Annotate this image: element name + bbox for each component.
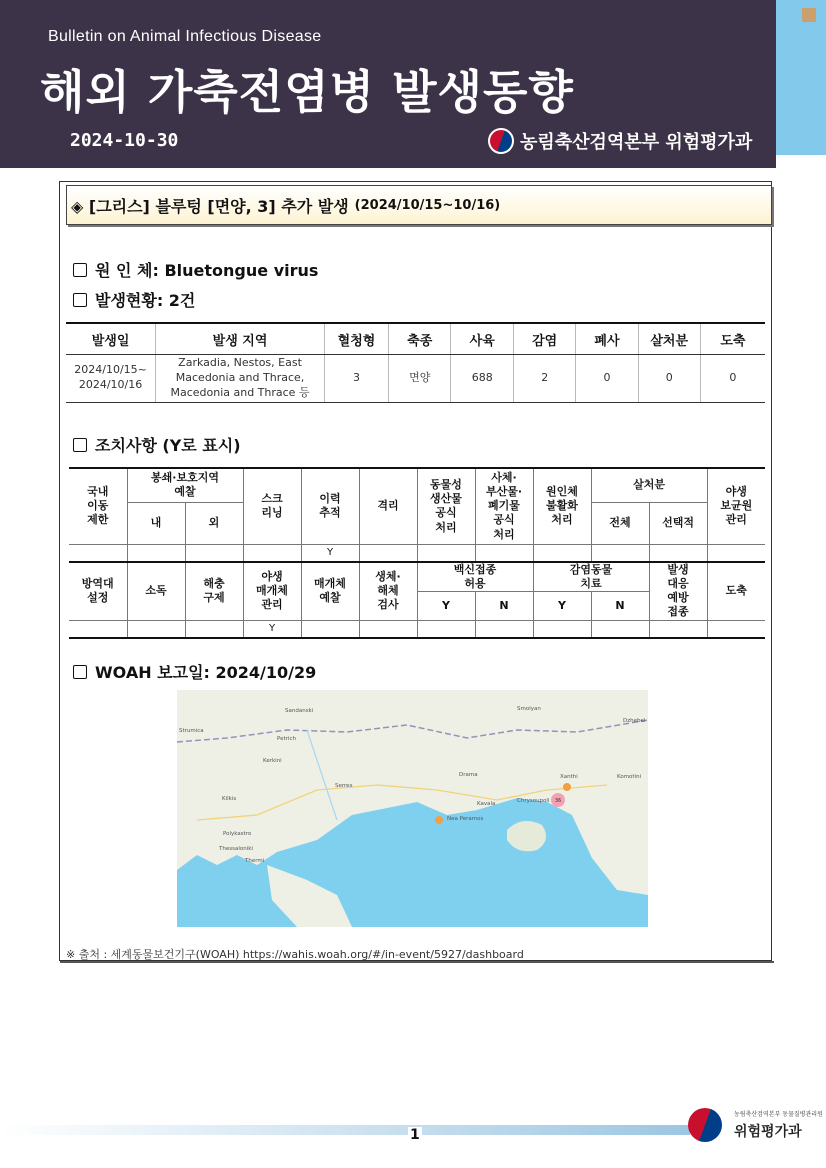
footer-org-big: 위험평가과 [734,1124,802,1140]
side-accent-strip [776,0,826,155]
checkbox-icon [73,665,87,679]
col-region: 발생 지역 [156,323,325,355]
h-inactivation: 원인체 불활화 처리 [533,468,591,544]
map-label: Thermi [245,858,265,864]
island-thasos [507,821,546,851]
header-banner [0,0,776,168]
col-date: 발생일 [66,323,156,355]
h-vector-test: 생체· 해체 검사 [359,562,417,621]
org-name: 농림축산검역본부 위험평가과 [520,132,753,153]
peninsula [267,865,352,927]
table-row [69,544,765,562]
h-wild-vector: 야생 매개체 관리 [243,562,301,621]
agent-line [73,258,318,281]
topic-heading [66,185,772,225]
status-text: 발생현황: 2건 [95,291,196,310]
h-cull-all: 전체 [591,502,649,544]
cell-culled: 0 [638,355,700,403]
map-label: Dzhebel [623,718,646,724]
topic-title: ◈ [그리스] 블루텅 [면양, 3] 추가 발생 [71,196,349,216]
taegeuk-logo-icon [688,1108,722,1142]
org-logo [488,128,752,154]
map-label: Kerkini [263,758,282,764]
table-row [69,620,765,638]
h-zone: 봉쇄·보호지역 예찰 [127,468,243,502]
h-vaccine-n: N [475,592,533,620]
cell-slaughtered: 0 [700,355,765,403]
col-species: 축종 [389,323,451,355]
map-label: Smolyan [517,706,541,712]
page-number: 1 [410,1127,420,1143]
h-disinfect: 소독 [127,562,185,621]
cell-raised: 688 [451,355,514,403]
woah-text: WOAH 보고일: 2024/10/29 [95,663,317,682]
v-wild-vector: Y [243,620,301,638]
h-zone-in: 내 [127,502,185,544]
cell-date: 2024/10/15~ 2024/10/16 [66,355,156,403]
outbreak-table [66,322,765,403]
map-label: Kilkis [222,796,237,802]
map-label: Nea Peramos [447,816,484,822]
side-accent-square [802,8,816,22]
checkbox-icon [73,263,87,277]
col-serotype: 혈청형 [324,323,388,355]
outbreak-marker [563,783,571,791]
cell-serotype: 3 [324,355,388,403]
h-carcass: 사체· 부산물· 폐기물 공식 처리 [475,468,533,544]
map-label: Kavala [477,801,496,807]
h-pest: 해충 구제 [185,562,243,621]
h-cull-sel: 선택적 [649,502,707,544]
h-vaccine-y: Y [417,592,475,620]
map-label: Strumica [179,728,204,734]
map-label: Polykastro [223,831,252,837]
measures-text: 조치사항 (Y로 표시) [95,436,241,455]
cell-region: Zarkadia, Nestos, East Macedonia and Thrace, Macedonia and Thrace 등 [156,355,325,403]
col-slaughtered: 도축 [700,323,765,355]
measures-table [69,467,765,639]
bulletin-date: 2024-10-30 [70,130,179,151]
footer-logo [688,1108,823,1142]
h-prevent: 발생 대응 예방 접종 [649,562,707,621]
h-wildlife: 야생 보균원 관리 [707,468,765,544]
outbreak-marker [435,816,443,824]
h-treat: 감염동물 치료 [533,562,649,592]
measures-line [73,433,241,456]
map-svg [177,690,648,927]
table-row [66,355,765,403]
h-slaughter: 도축 [707,562,765,621]
h-screening: 스크 리닝 [243,468,301,544]
map-label: Chrysoupoli [517,798,550,804]
cell-species: 면양 [389,355,451,403]
h-domestic: 국내 이동 제한 [69,468,127,544]
map-label: Thessaloniki [219,846,253,852]
h-vector-surv: 매개체 예찰 [301,562,359,621]
v-trace: Y [301,544,359,562]
h-vaccine: 백신접종 허용 [417,562,533,592]
status-line [73,288,195,311]
footer-org-small: 농림축산검역본부 동물질병관리원 [734,1111,823,1118]
agent-text: 원 인 체: Bluetongue virus [95,261,319,280]
h-zoning: 방역대 설정 [69,562,127,621]
map-label: Xanthi [560,774,578,780]
h-trace: 이력 추적 [301,468,359,544]
cell-infected: 2 [514,355,576,403]
land-mass [177,690,648,895]
source-note: ※ 출처 : 세계동물보건기구(WOAH) https://wahis.woah.org/#/in-event/5927/dashboard [66,948,524,961]
cell-deaths: 0 [576,355,638,403]
col-raised: 사육 [451,323,514,355]
h-treat-y: Y [533,592,591,620]
page-title: 해외 가축전염병 발생동향 [40,65,574,119]
topic-dates: (2024/10/15~10/16) [354,197,501,213]
map-label: Sandanski [285,708,314,714]
bulletin-subtitle: Bulletin on Animal Infectious Disease [48,28,322,45]
checkbox-icon [73,438,87,452]
col-culled: 살처분 [638,323,700,355]
footer-bar [0,1125,690,1135]
col-infected: 감염 [514,323,576,355]
woah-line [73,660,316,683]
h-zone-out: 외 [185,502,243,544]
map-label: Serres [335,783,353,789]
h-isolation: 격리 [359,468,417,544]
outbreak-map [177,690,648,927]
h-products: 동물성 생산물 공식 처리 [417,468,475,544]
h-treat-n: N [591,592,649,620]
cluster-count: 36 [554,798,562,804]
col-deaths: 폐사 [576,323,638,355]
map-label: Komotini [617,774,642,780]
taegeuk-logo-icon [488,128,514,154]
map-label: Drama [459,772,478,778]
map-label: Petrich [277,736,296,742]
checkbox-icon [73,293,87,307]
h-cull: 살처분 [591,468,707,502]
